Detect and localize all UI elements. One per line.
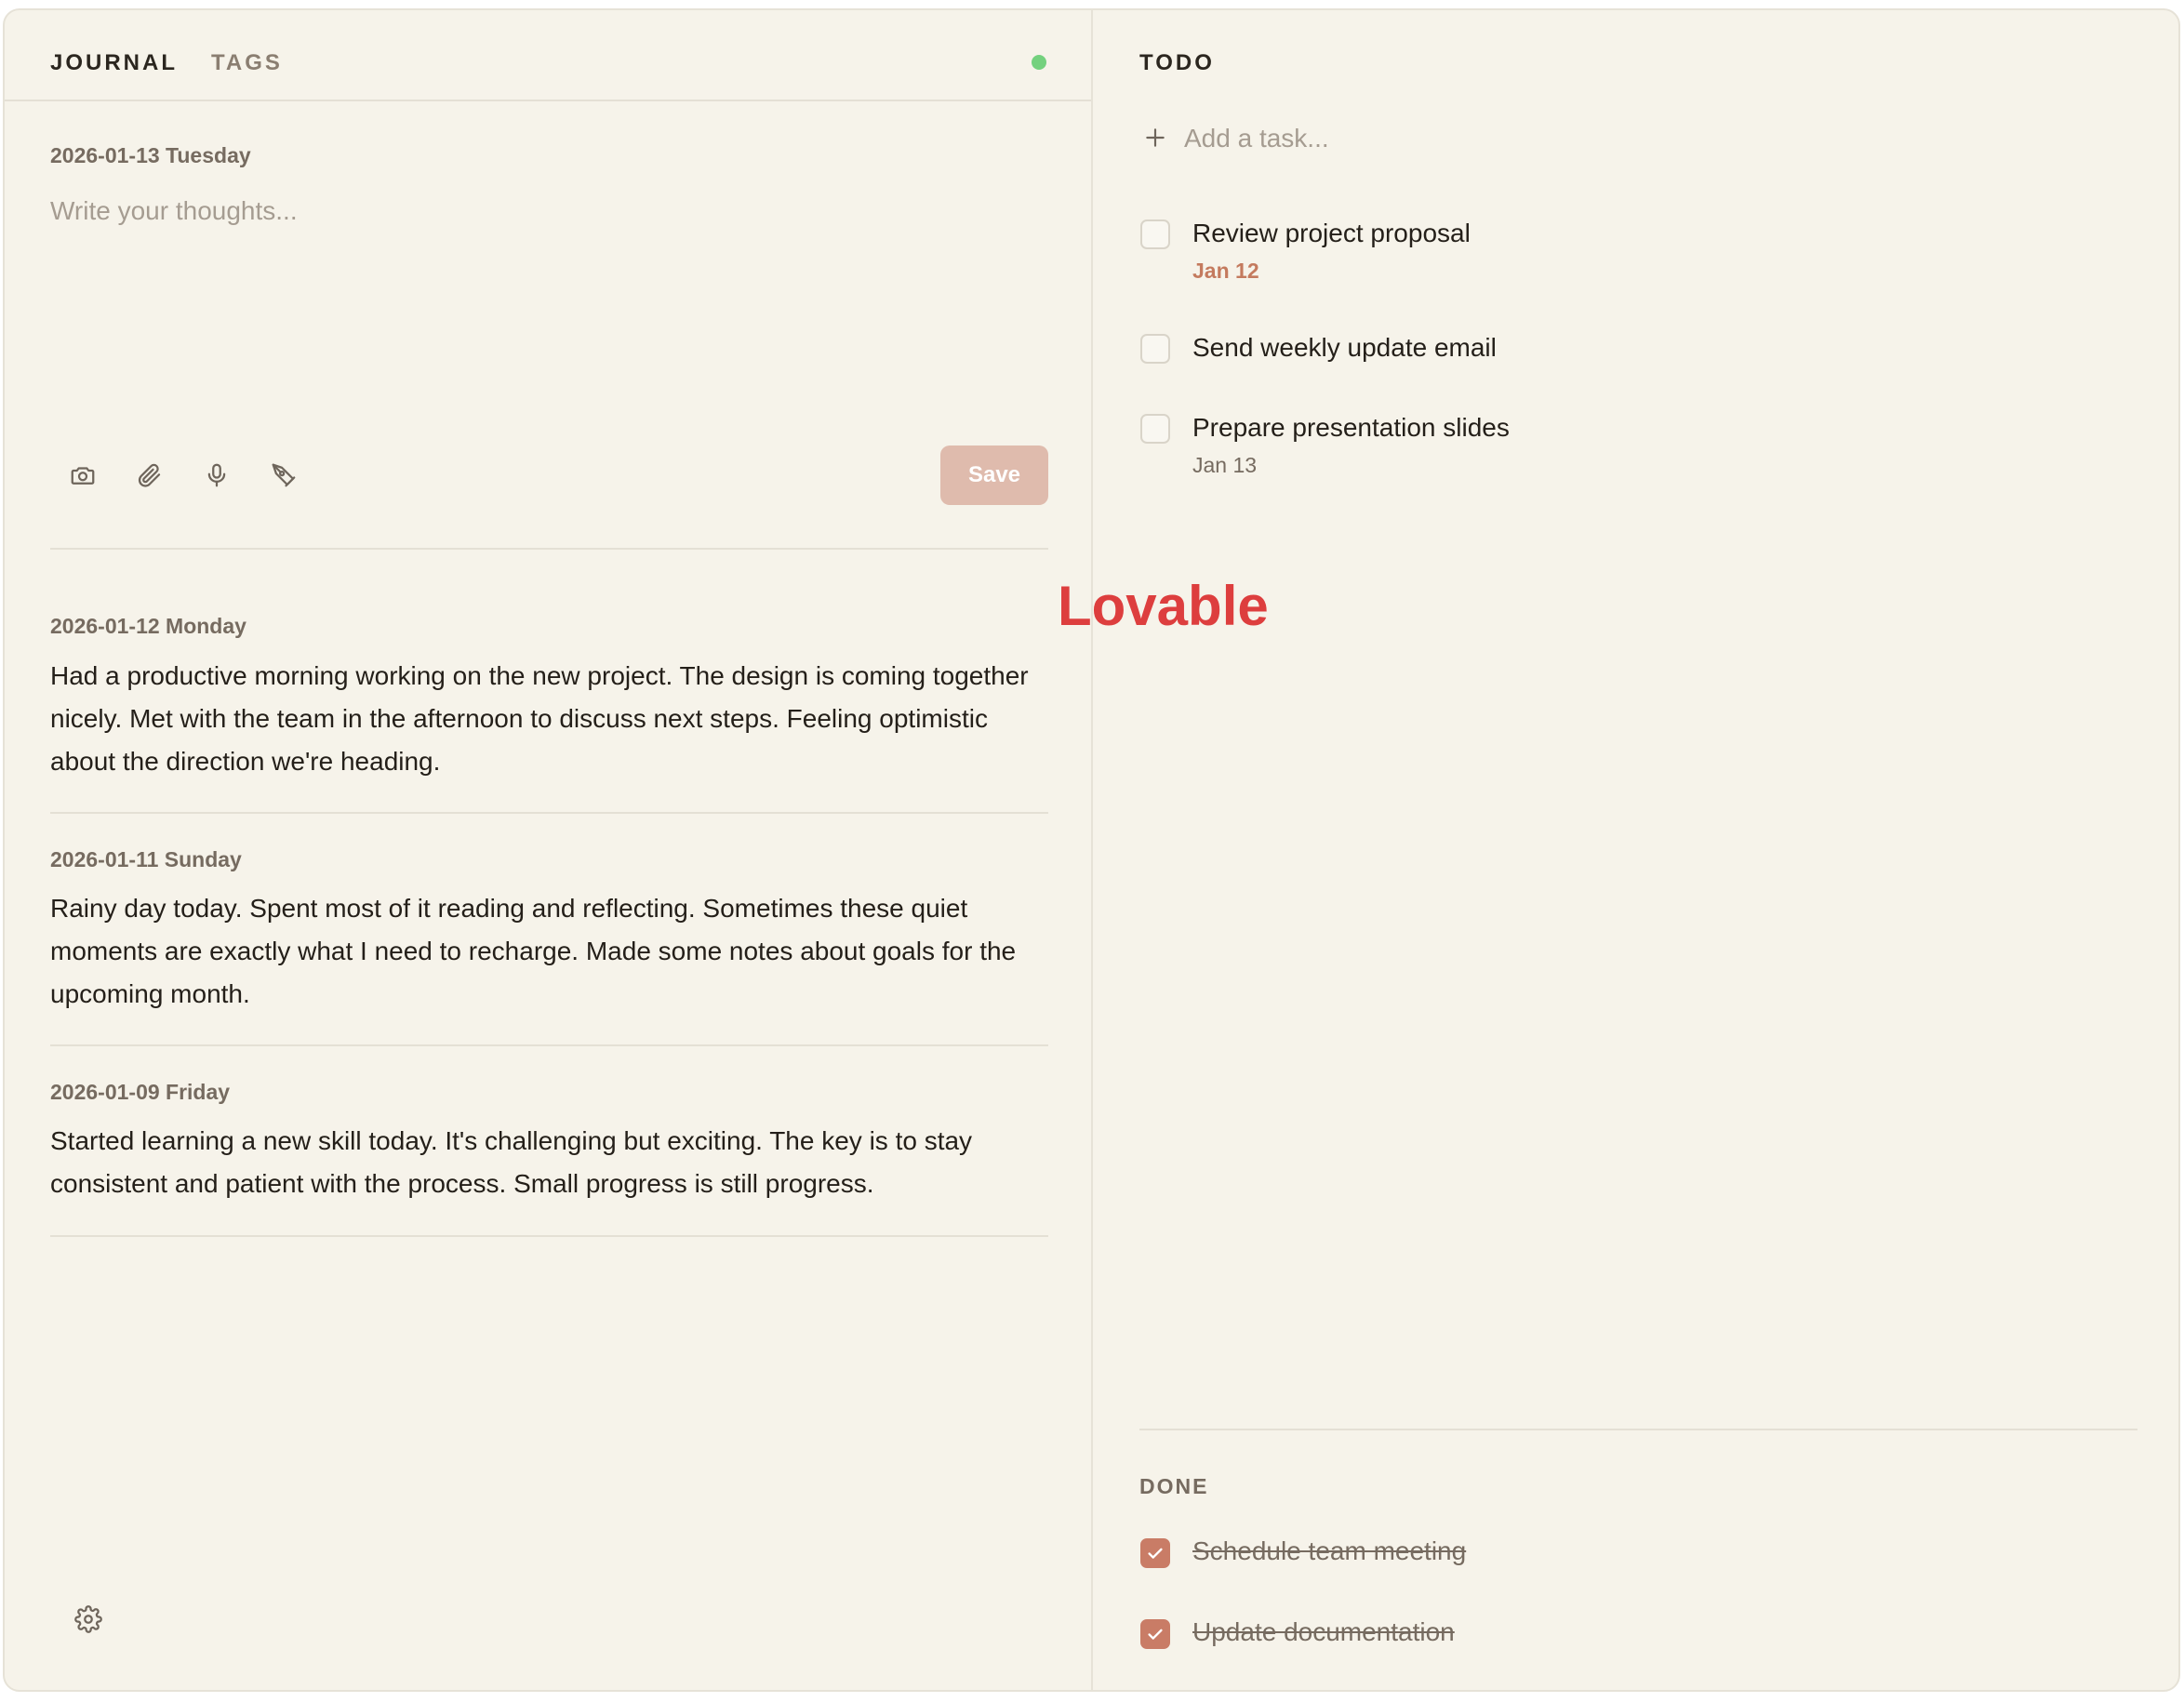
done-task-label[interactable]: Update documentation	[1192, 1617, 1455, 1646]
entry-date: 2026-01-11 Sunday	[50, 847, 242, 871]
entry-divider	[50, 1044, 1048, 1046]
todo-title: TODO	[1139, 50, 1215, 75]
task-label[interactable]: Send weekly update email	[1192, 333, 1497, 362]
plus-icon[interactable]	[1141, 124, 1169, 152]
task-label[interactable]: Review project proposal	[1192, 219, 1471, 247]
journal-panel	[5, 10, 1093, 1690]
check-icon	[1145, 1624, 1165, 1644]
sync-status-dot	[1032, 55, 1046, 70]
task-checkbox[interactable]	[1140, 414, 1170, 444]
entry-text: Started learning a new skill today. It's challenging but exciting. The key is to stay consistent and patient with the process. Small progress is still progress.	[50, 1126, 973, 1198]
save-button[interactable]: Save	[940, 445, 1048, 505]
task-checkbox-checked[interactable]	[1140, 1619, 1170, 1649]
watermark-text: Lovable	[1058, 575, 1269, 637]
task-checkbox-checked[interactable]	[1140, 1538, 1170, 1568]
pen-icon[interactable]	[265, 457, 302, 494]
task-label[interactable]: Prepare presentation slides	[1192, 413, 1510, 442]
task-checkbox[interactable]	[1140, 219, 1170, 249]
tab-tags[interactable]: TAGS	[211, 50, 283, 75]
task-due-date: Jan 13	[1192, 453, 1258, 477]
entry-divider	[50, 812, 1048, 814]
done-task-label[interactable]: Schedule team meeting	[1192, 1536, 1467, 1565]
entry-text: Had a productive morning working on the new project. The design is coming together nicely. Met with the team in the afternoon to discuss next steps. Feeling optimistic about the direction we're heading.	[50, 661, 1029, 776]
journal-header	[5, 10, 1091, 101]
task-checkbox[interactable]	[1140, 334, 1170, 364]
add-task-input[interactable]	[1184, 120, 1928, 157]
done-divider	[1139, 1429, 2137, 1430]
tab-journal[interactable]: JOURNAL	[50, 50, 179, 75]
entry-date: 2026-01-12 Monday	[50, 614, 246, 638]
compose-divider	[50, 548, 1048, 550]
camera-icon[interactable]	[64, 457, 101, 494]
app-window	[3, 8, 2180, 1692]
compose-date: 2026-01-13 Tuesday	[50, 143, 251, 167]
task-due-date: Jan 12	[1192, 259, 1259, 283]
settings-gear-icon[interactable]	[70, 1601, 107, 1638]
entry-divider	[50, 1235, 1048, 1237]
check-icon	[1145, 1543, 1165, 1563]
paperclip-icon[interactable]	[131, 457, 168, 494]
microphone-icon[interactable]	[198, 457, 235, 494]
entry-date: 2026-01-09 Friday	[50, 1080, 231, 1104]
entry-text: Rainy day today. Spent most of it reading and reflecting. Sometimes these quiet moments are exactly what I need to recharge. Made some notes about goals for the upcoming month.	[50, 894, 1017, 1008]
done-section-title: DONE	[1139, 1474, 1209, 1498]
journal-entry-input[interactable]	[50, 193, 1045, 230]
